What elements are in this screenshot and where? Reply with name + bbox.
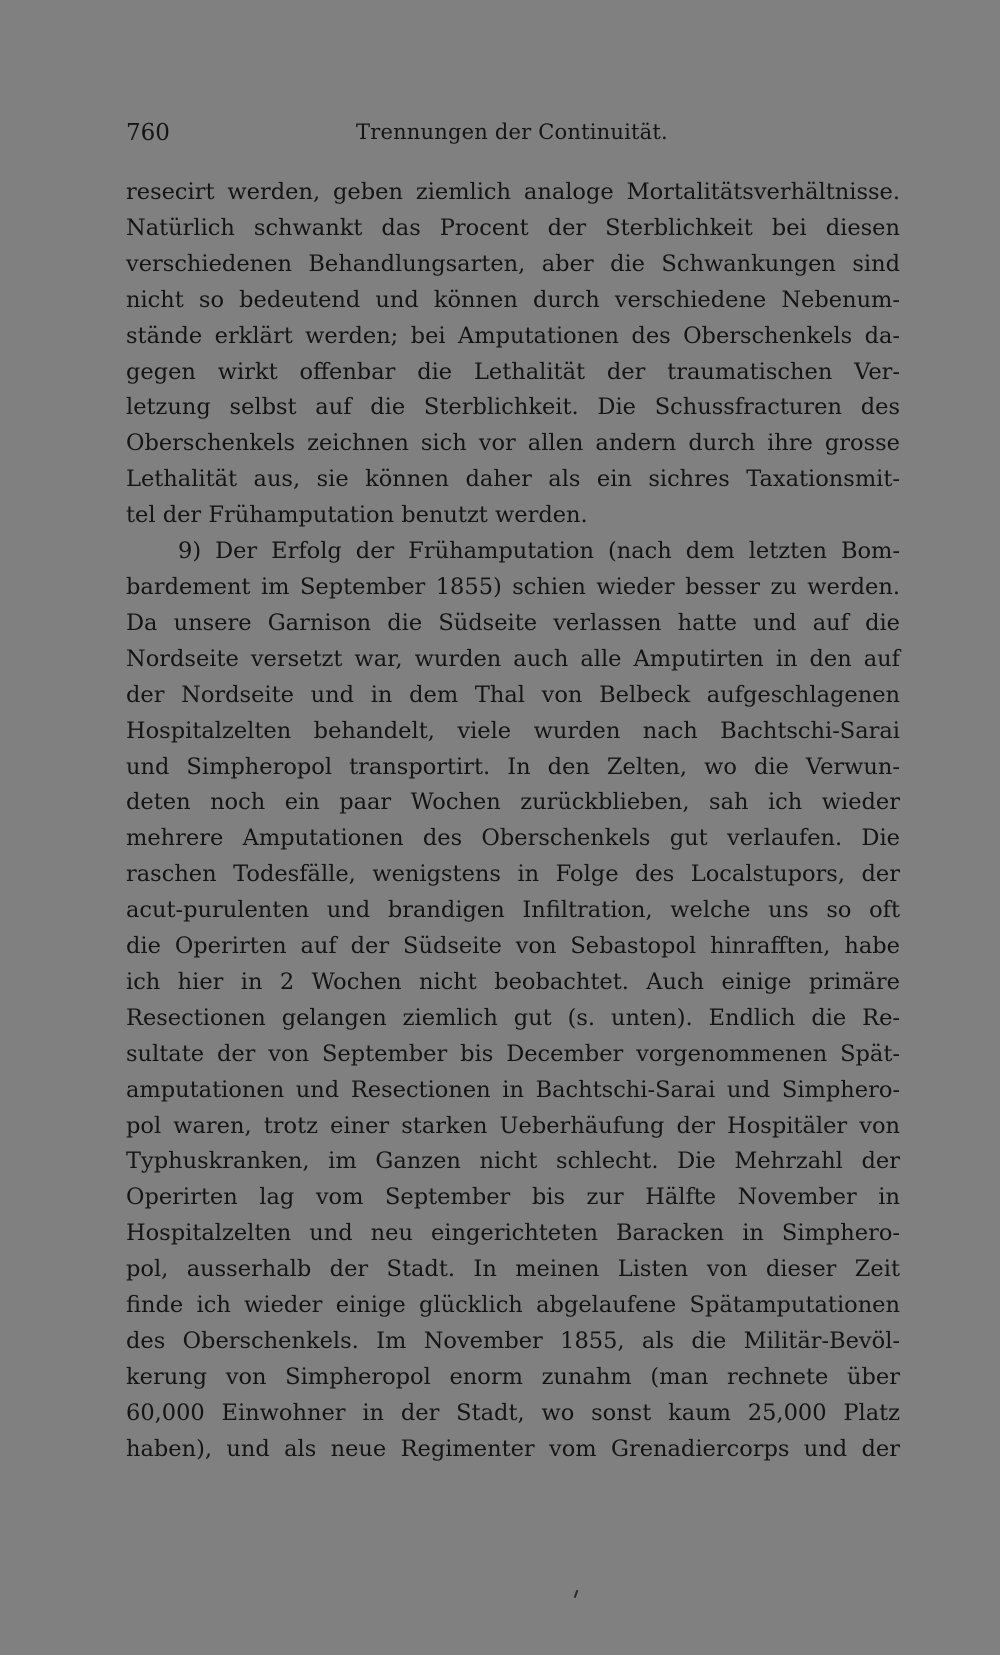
text-line: stände erklärt werden; bei Amputationen des Oberschenkels da-	[126, 322, 900, 349]
text-line: Hospitalzelten und neu eingerichteten Baracken in Simphero-	[126, 1220, 900, 1247]
text-line: Typhuskranken, im Ganzen nicht schlecht. Die Mehrzahl der	[126, 1148, 900, 1175]
text-line: Natürlich schwankt das Procent der Sterblichkeit bei diesen	[126, 214, 900, 241]
text-line: Resectionen gelangen ziemlich gut (s. unten). Endlich die Re-	[126, 1004, 900, 1031]
text-line: der Nordseite und in dem Thal von Belbeck aufgeschlagenen	[126, 681, 900, 708]
text-line: die Operirten auf der Südseite von Sebastopol hinrafften, habe	[126, 933, 900, 960]
text-line: pol waren, trotz einer starken Ueberhäufung der Hospitäler von	[126, 1112, 900, 1139]
text-line: kerung von Simpheropol enorm zunahm (man rechnete über	[126, 1363, 900, 1390]
text-line: mehrere Amputationen des Oberschenkels gut verlaufen. Die	[126, 825, 900, 852]
text-line: amputationen und Resectionen in Bachtschi-Sarai und Simphero-	[126, 1076, 900, 1103]
text-line: 60,000 Einwohner in der Stadt, wo sonst kaum 25,000 Platz	[126, 1399, 900, 1426]
body-text	[126, 175, 900, 1468]
text-line: ich hier in 2 Wochen nicht beobachtet. Auch einige primäre	[126, 968, 900, 995]
text-line: verschiedenen Behandlungsarten, aber die Schwankungen sind	[126, 250, 900, 277]
page-header	[126, 120, 900, 154]
page-number: 760	[126, 120, 170, 146]
text-line: finde ich wieder einige glücklich abgelaufene Spätamputationen	[126, 1292, 900, 1319]
stray-ink-mark	[574, 1590, 579, 1598]
text-line: Da unsere Garnison die Südseite verlassen hatte und auf die	[126, 609, 900, 636]
text-line: deten noch ein paar Wochen zurückblieben, sah ich wieder	[126, 789, 900, 816]
text-line: bardement im September 1855) schien wieder besser zu werden.	[126, 573, 900, 600]
text-line: resecirt werden, geben ziemlich analoge Mortalitätsverhältnisse.	[126, 179, 900, 205]
text-line: letzung selbst auf die Sterblichkeit. Die Schussfracturen des	[126, 394, 900, 421]
text-line: nicht so bedeutend und können durch verschiedene Nebenum-	[126, 286, 900, 313]
running-title: Trennungen der Continuität.	[356, 120, 668, 144]
text-line: Hospitalzelten behandelt, viele wurden nach Bachtschi-Sarai	[126, 717, 900, 744]
text-line: gegen wirkt offenbar die Lethalität der traumatischen Ver-	[126, 358, 900, 385]
text-line: 9) Der Erfolg der Frühamputation (nach dem letzten Bom-	[178, 538, 900, 565]
text-line: des Oberschenkels. Im November 1855, als die Militär-Bevöl-	[126, 1328, 900, 1354]
text-line: tel der Frühamputation benutzt werden.	[126, 502, 588, 529]
text-line: acut-purulenten und brandigen Infiltration, welche uns so oft	[126, 897, 900, 924]
text-line: Lethalität aus, sie können daher als ein sichres Taxationsmit-	[126, 466, 900, 493]
text-line: und Simpheropol transportirt. In den Zelten, wo die Verwun-	[126, 753, 900, 780]
text-line: pol, ausserhalb der Stadt. In meinen Listen von dieser Zeit	[126, 1256, 900, 1283]
text-line: haben), und als neue Regimenter vom Grenadiercorps und der	[126, 1435, 900, 1462]
text-line: Operirten lag vom September bis zur Hälfte November in	[126, 1184, 900, 1211]
text-line: raschen Todesfälle, wenigstens in Folge des Localstupors, der	[126, 861, 900, 888]
text-line: sultate der von September bis December vorgenommenen Spät-	[126, 1040, 900, 1067]
text-line: Nordseite versetzt war, wurden auch alle Amputirten in den auf	[126, 645, 900, 672]
text-line: Oberschenkels zeichnen sich vor allen andern durch ihre grosse	[126, 430, 900, 457]
